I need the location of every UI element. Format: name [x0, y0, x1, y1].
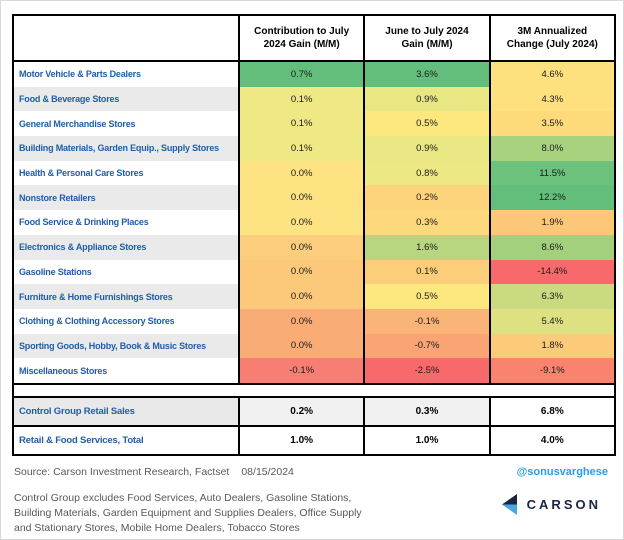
source-date: 08/15/2024 [241, 465, 294, 478]
value-cell: 6.8% [491, 398, 614, 425]
value-cell: 0.1% [240, 111, 365, 136]
twitter-handle: @sonusvarghese [516, 465, 608, 478]
value-cell: 6.3% [491, 284, 614, 309]
value-cell: 0.0% [240, 284, 365, 309]
table-row [14, 398, 614, 427]
corner-cell [14, 16, 240, 60]
value-cell: 0.0% [240, 260, 365, 285]
value-cell: 0.9% [365, 87, 490, 112]
source-label: Source: Carson Investment Research, Factset [14, 465, 230, 478]
value-cell: 0.0% [240, 161, 365, 186]
note-line-1: Control Group excludes Food Services, Auto Dealers, Gasoline Stations, [14, 491, 352, 504]
table-row [14, 136, 614, 161]
row-label: Retail & Food Services, Total [14, 427, 240, 454]
row-label: Nonstore Retailers [14, 185, 240, 210]
row-label: Food & Beverage Stores [14, 87, 240, 112]
value-cell: 8.6% [491, 235, 614, 260]
table-row [14, 358, 614, 383]
carson-arrow-icon [501, 494, 518, 515]
value-cell: 0.1% [365, 260, 490, 285]
table-row [14, 62, 614, 87]
table-row [14, 161, 614, 186]
value-cell: 0.7% [240, 62, 365, 87]
column-header-mm-gain: June to July 2024 Gain (M/M) [365, 16, 490, 60]
table-spacer [12, 385, 616, 396]
summary-table [12, 396, 616, 456]
value-cell: -0.1% [240, 358, 365, 383]
row-label: General Merchandise Stores [14, 111, 240, 136]
carson-logo [501, 494, 601, 515]
row-label: Clothing & Clothing Accessory Stores [14, 309, 240, 334]
table-row [14, 210, 614, 235]
value-cell: 4.0% [491, 427, 614, 454]
value-cell: -0.1% [365, 309, 490, 334]
value-cell: 0.3% [365, 398, 490, 425]
value-cell: 0.3% [365, 210, 490, 235]
row-label: Sporting Goods, Hobby, Book & Music Stores [14, 334, 240, 359]
value-cell: 0.1% [240, 136, 365, 161]
table-row [14, 235, 614, 260]
value-cell: 1.0% [365, 427, 490, 454]
value-cell: -0.7% [365, 334, 490, 359]
value-cell: 0.1% [240, 87, 365, 112]
table-body [14, 62, 614, 383]
table-row [14, 111, 614, 136]
row-label: Control Group Retail Sales [14, 398, 240, 425]
row-label: Food Service & Drinking Places [14, 210, 240, 235]
value-cell: 1.6% [365, 235, 490, 260]
value-cell: 0.2% [365, 185, 490, 210]
table-row [14, 309, 614, 334]
value-cell: 0.0% [240, 210, 365, 235]
table-row [14, 260, 614, 285]
table-row [14, 87, 614, 112]
value-cell: 0.0% [240, 185, 365, 210]
value-cell: 1.9% [491, 210, 614, 235]
value-cell: 3.5% [491, 111, 614, 136]
value-cell: 4.6% [491, 62, 614, 87]
value-cell: 0.5% [365, 284, 490, 309]
value-cell: -14.4% [491, 260, 614, 285]
value-cell: 0.8% [365, 161, 490, 186]
note-line-3: and Stationary Stores, Mobile Home Dealers, Tobacco Stores [14, 522, 300, 535]
table-row [14, 185, 614, 210]
summary-body [14, 398, 614, 454]
row-label: Health & Personal Care Stores [14, 161, 240, 186]
value-cell: 0.0% [240, 309, 365, 334]
value-cell: 5.4% [491, 309, 614, 334]
source-text [14, 466, 294, 478]
value-cell: 0.0% [240, 334, 365, 359]
table-header-row [14, 16, 614, 62]
value-cell: 0.0% [240, 235, 365, 260]
table-row [14, 284, 614, 309]
table-row [14, 427, 614, 454]
value-cell: 0.5% [365, 111, 490, 136]
value-cell: 12.2% [491, 185, 614, 210]
value-cell: 4.3% [491, 87, 614, 112]
value-cell: 1.0% [240, 427, 365, 454]
value-cell: -9.1% [491, 358, 614, 383]
note-line-2: Building Materials, Garden Equipment and Supplies Dealers, Office Supply [14, 507, 362, 520]
value-cell: 0.9% [365, 136, 490, 161]
value-cell: 0.2% [240, 398, 365, 425]
retail-heatmap-table [12, 14, 616, 385]
row-label: Electronics & Appliance Stores [14, 235, 240, 260]
row-label: Miscellaneous Stores [14, 358, 240, 383]
control-group-note [14, 491, 424, 537]
value-cell: -2.5% [365, 358, 490, 383]
value-cell: 8.0% [491, 136, 614, 161]
column-header-3m-annualized: 3M Annualized Change (July 2024) [506, 25, 598, 50]
row-label: Motor Vehicle & Parts Dealers [14, 62, 240, 87]
row-label: Gasoline Stations [14, 260, 240, 285]
row-label: Building Materials, Garden Equip., Supply Stores [14, 136, 240, 161]
row-label: Furniture & Home Furnishings Stores [14, 284, 240, 309]
brand-name: CARSON [526, 497, 601, 512]
value-cell: 3.6% [365, 62, 490, 87]
column-header-contribution: Contribution to July 2024 Gain (M/M) [240, 16, 365, 60]
source-row [14, 466, 608, 478]
table-row [14, 334, 614, 359]
value-cell: 11.5% [491, 161, 614, 186]
value-cell: 1.8% [491, 334, 614, 359]
